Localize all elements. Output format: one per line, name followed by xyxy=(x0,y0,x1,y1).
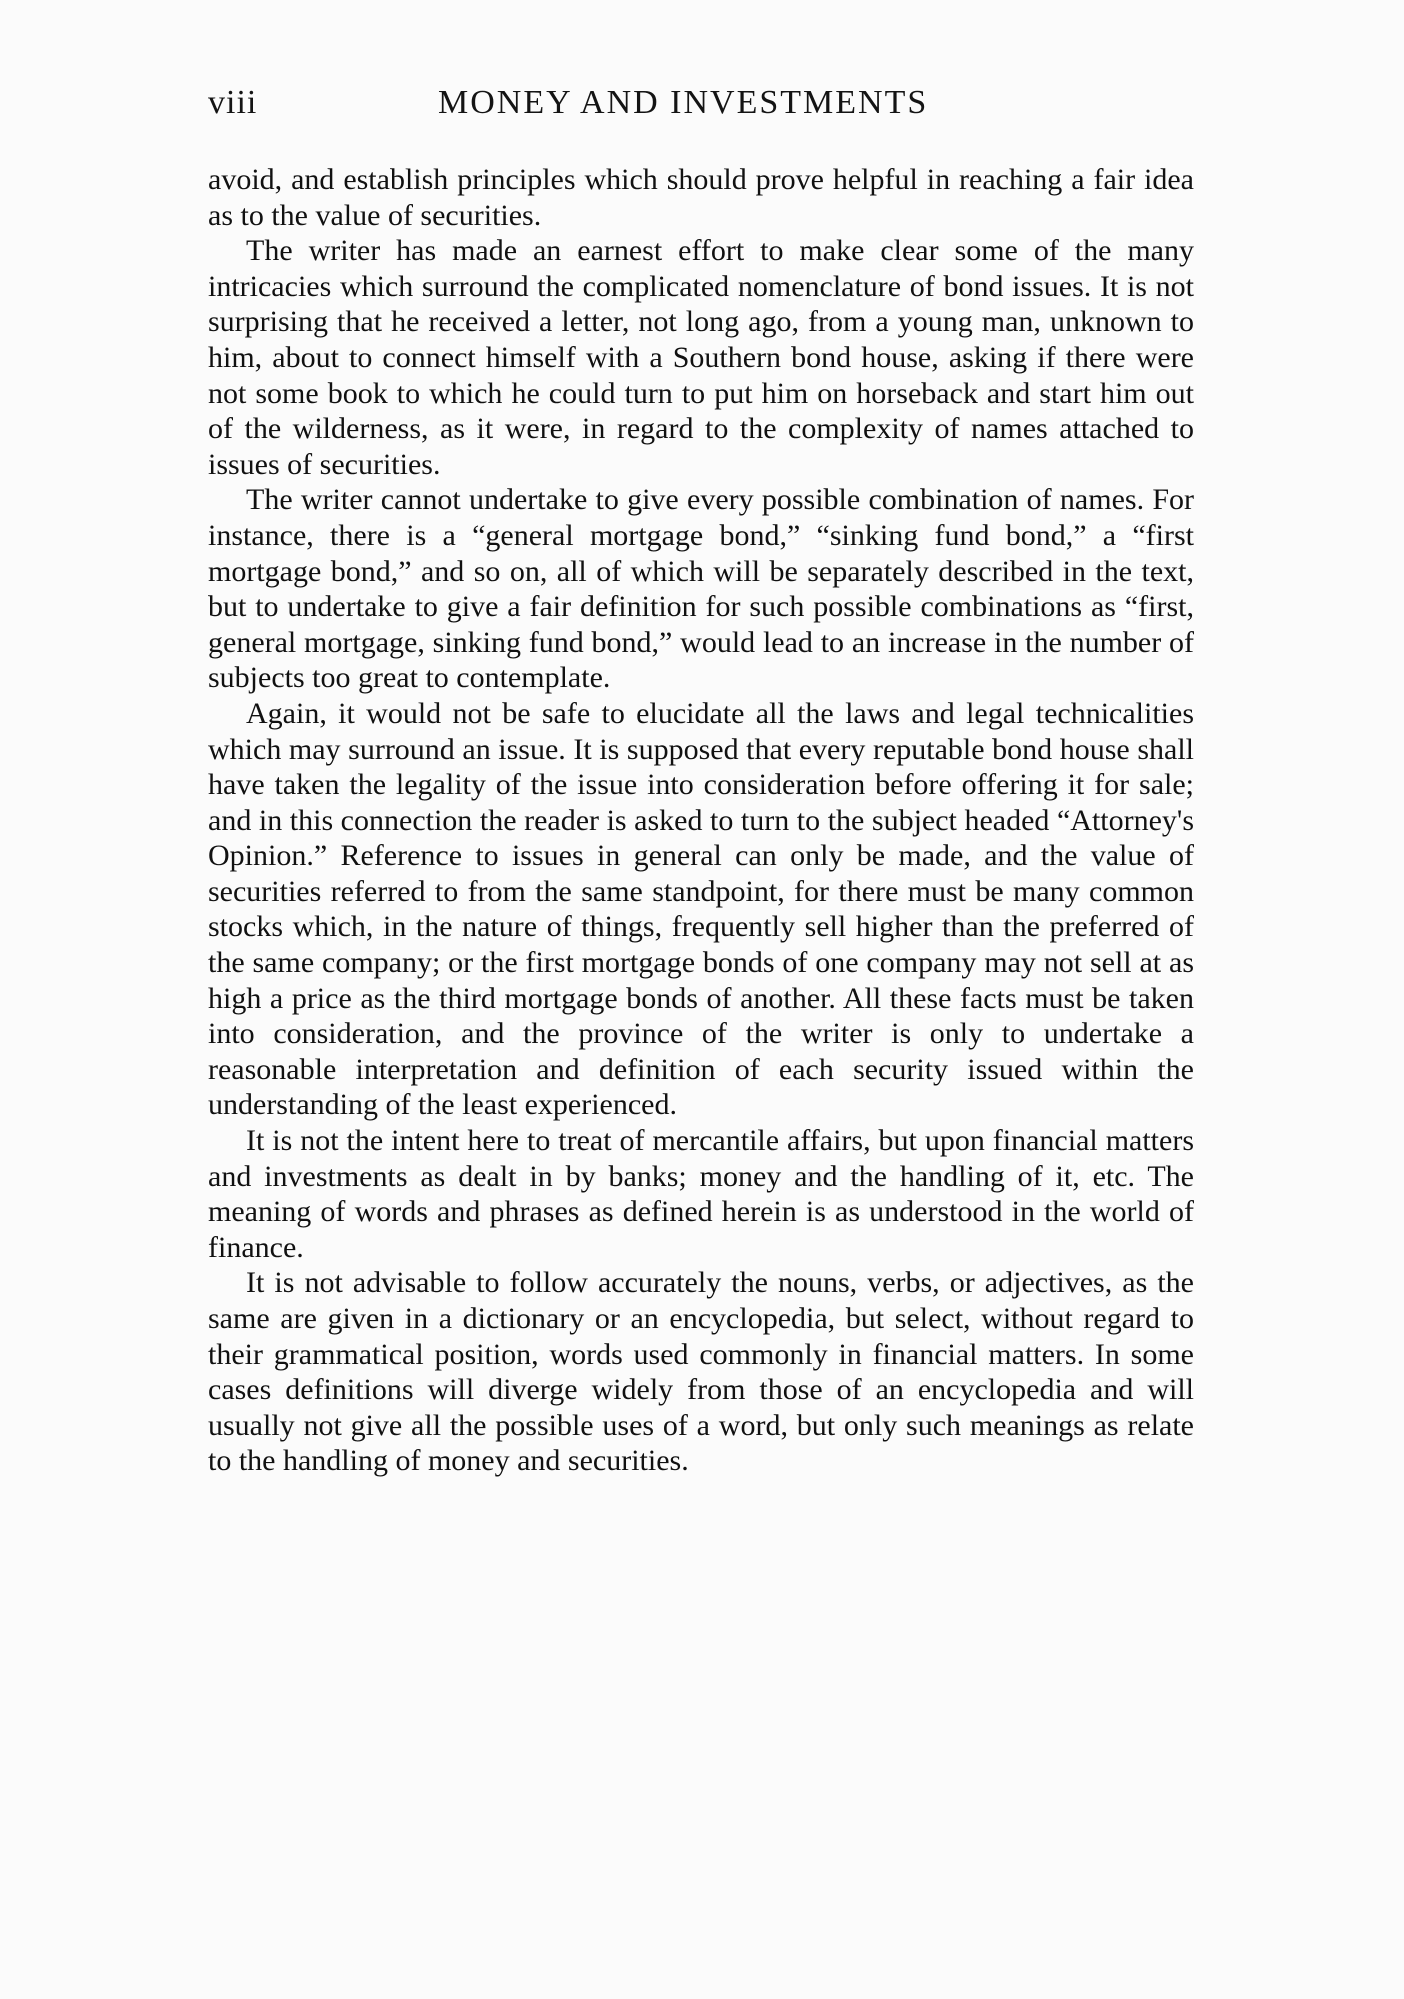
paragraph: Again, it would not be safe to elucidate all the laws and legal technicalities which may surround an issue. It is supposed that every reputable bond house shall have taken the legality of the issue into consideration before offering it for sale; and in this connection the reader is asked to turn to the subject headed “Attorney's Opinion.” Reference to issues in general can only be made, and the value of securities referred to from the same standpoint, for there must be many common stocks which, in the nature of things, frequently sell higher than the preferred of the same company; or the first mortgage bonds of one company may not sell at as high a price as the third mortgage bonds of another. All these facts must be taken into consideration, and the province of the writer is only to undertake a reasonable interpretation and definition of each security issued within the understanding of the least experienced. xyxy=(208,696,1194,1122)
page-number: viii xyxy=(208,84,258,121)
paragraph: It is not advisable to follow accurately the nouns, verbs, or adjectives, as the same are given in a dictionary or an encyclopedia, but select, without regard to their grammatical position, words used commonly in financial matters. In some cases definitions will diverge widely from those of an encyclopedia and will usually not give all the possible uses of a word, but only such meanings as relate to the handling of money and securities. xyxy=(208,1266,1194,1478)
paragraph: The writer has made an earnest effort to make clear some of the many intricacies which surround the complicated nomenclature of bond issues. It is not surprising that he received a letter, not long ago, from a young man, unknown to him, about to connect himself with a Southern bond house, asking if there were not some book to which he could turn to put him on horseback and start him out of the wilderness, as it were, in regard to the complexity of names attached to issues of securities. xyxy=(208,234,1194,481)
running-head-title: MONEY AND INVESTMENTS xyxy=(438,84,929,121)
paragraph: The writer cannot undertake to give every possible combination of names. For instance, there is a “general mortgage bond,” “sinking fund bond,” a “first mortgage bond,” and so on, all of which will be separately described in the text, but to undertake to give a fair definition for such possible combinations as “first, general mortgage, sinking fund bond,” would lead to an increase in the number of subjects too great to contemplate. xyxy=(208,483,1194,695)
paragraph: It is not the intent here to treat of mercantile affairs, but upon financial matters and investments as dealt in by banks; money and the handling of it, etc. The meaning of words and phrases as defined herein is as understood in the world of finance. xyxy=(208,1124,1194,1264)
body-text xyxy=(208,162,1194,1479)
running-head xyxy=(208,84,1194,134)
paragraph-continued: avoid, and establish principles which should prove helpful in reaching a fair idea as to the value of securities. xyxy=(208,163,1194,232)
